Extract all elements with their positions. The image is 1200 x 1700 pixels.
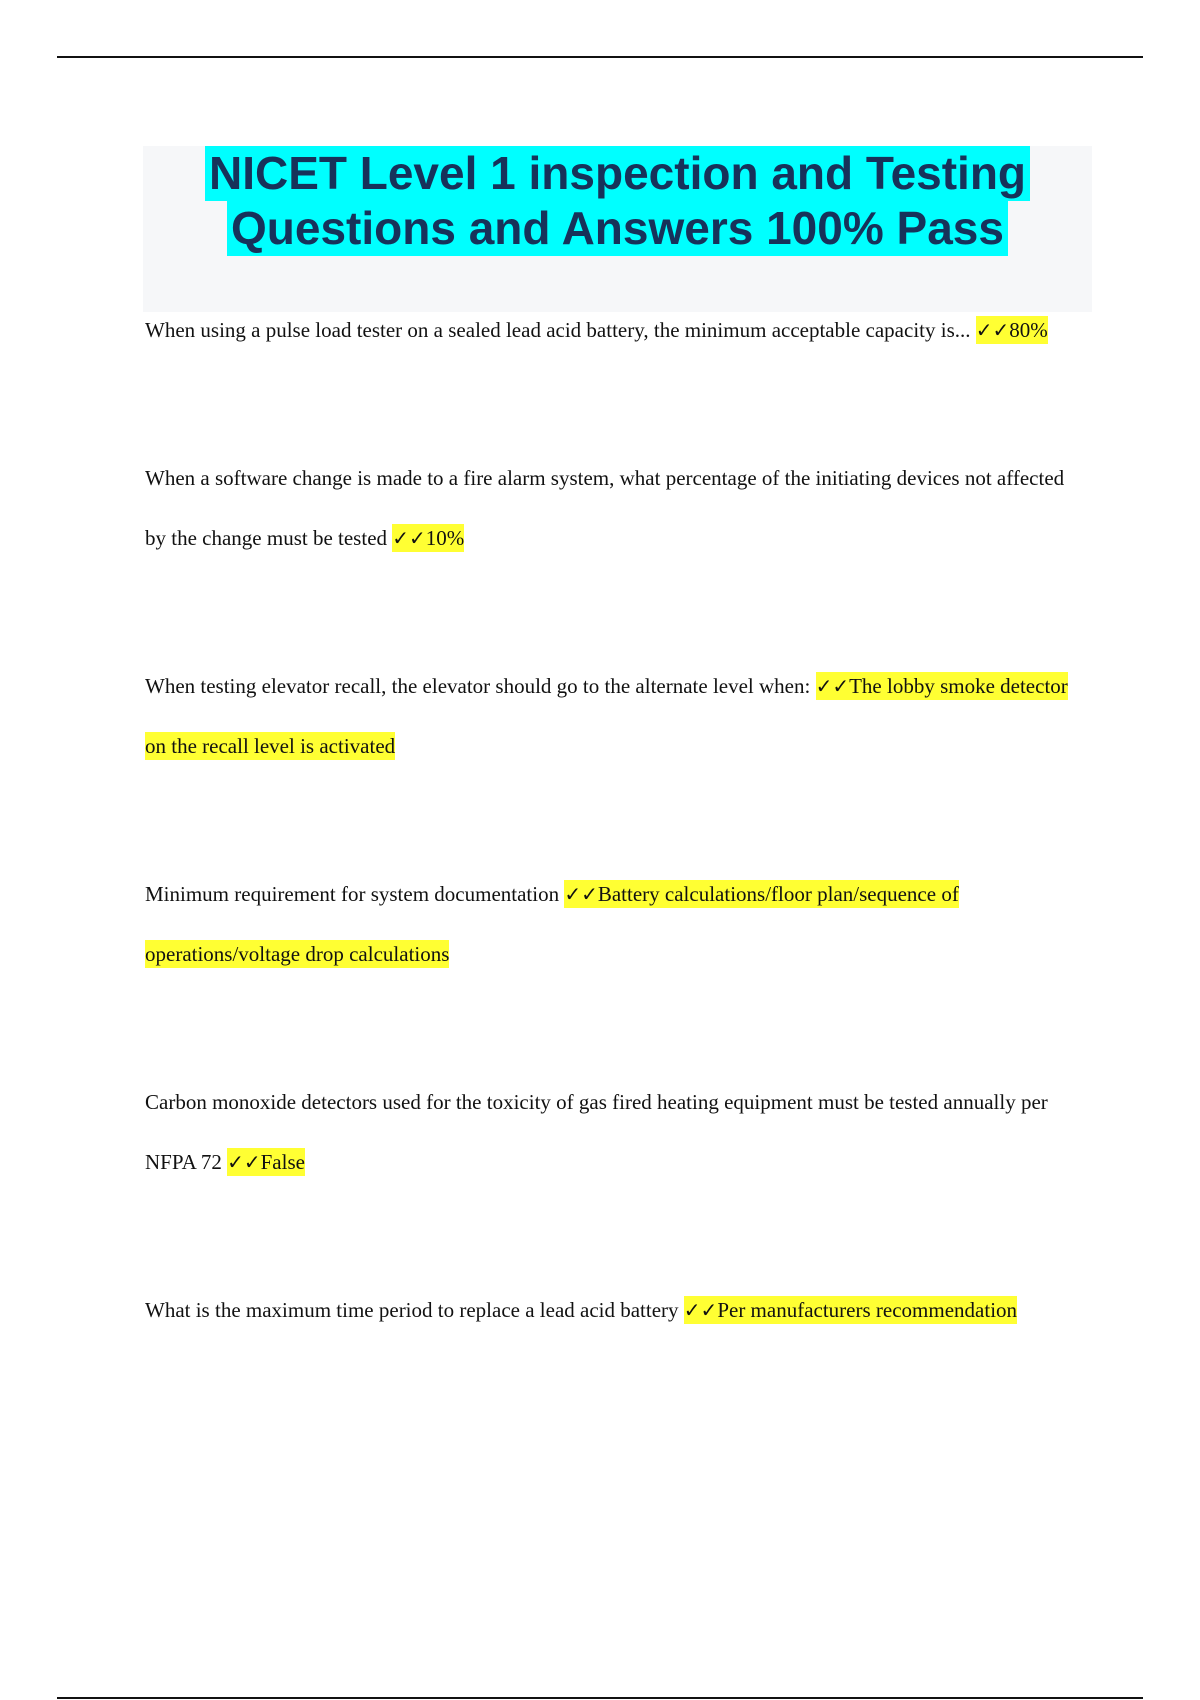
double-check-icon: ✓✓: [392, 526, 426, 550]
qa-item-5: [145, 1072, 1090, 1192]
top-rule: [57, 56, 1143, 58]
page-title-line-2: Questions and Answers 100% Pass: [227, 201, 1008, 256]
question-text: When a software change is made to a fire alarm system, what percentage of the initiating devices not affected by the change must be tested: [145, 466, 1065, 550]
double-check-icon: ✓✓: [564, 882, 598, 906]
double-check-icon: ✓✓: [815, 674, 850, 698]
answer-highlight: [684, 1296, 1017, 1324]
qa-item-4: [145, 864, 1090, 984]
answer-text: Per manufacturers recommendation: [717, 1298, 1018, 1322]
answer-text: 80%: [1009, 318, 1048, 342]
double-check-icon: ✓✓: [683, 1298, 718, 1322]
answer-highlight: [392, 524, 464, 552]
double-check-icon: ✓✓: [227, 1150, 261, 1174]
answer-highlight: [227, 1148, 305, 1176]
qa-item-2: [145, 448, 1090, 568]
answer-text: The lobby smoke detector on the recall level is activated: [145, 674, 1068, 758]
question-text: What is the maximum time period to replace a lead acid battery: [145, 1298, 679, 1322]
question-text: Carbon monoxide detectors used for the toxicity of gas fired heating equipment must be tested annually per NFPA 72: [145, 1090, 1048, 1174]
qa-list: [145, 300, 1090, 1340]
question-text: When using a pulse load tester on a sealed lead acid battery, the minimum acceptable capacity is...: [145, 318, 971, 342]
bottom-rule: [57, 1697, 1143, 1699]
question-text: Minimum requirement for system documentation: [145, 882, 560, 906]
double-check-icon: ✓✓: [975, 318, 1010, 342]
answer-highlight: [976, 316, 1048, 344]
question-text: When testing elevator recall, the elevator should go to the alternate level when:: [145, 674, 811, 698]
qa-item-3: [145, 656, 1090, 776]
answer-text: 10%: [425, 526, 465, 550]
title-block: [143, 146, 1092, 312]
qa-item-1: [145, 300, 1090, 360]
page-title-line-1: NICET Level 1 inspection and Testing: [205, 146, 1030, 201]
answer-text: False: [260, 1150, 305, 1174]
qa-item-6: [145, 1280, 1090, 1340]
answer-text: Battery calculations/floor plan/sequence of operations/voltage drop calculations: [145, 882, 959, 966]
